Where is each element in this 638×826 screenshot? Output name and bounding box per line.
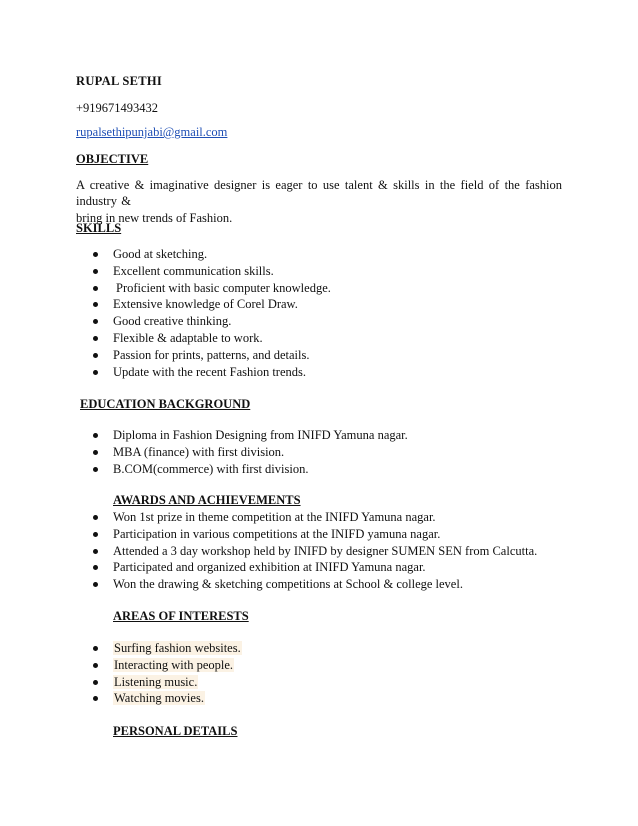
list-item: Interacting with people.	[113, 657, 242, 674]
list-item: Flexible & adaptable to work.	[113, 330, 331, 347]
bullet-icon	[93, 467, 98, 472]
list-item: Participated and organized exhibition at INIFD Yamuna nagar.	[113, 559, 537, 576]
bullet-icon	[93, 433, 98, 438]
bullet-icon	[93, 336, 98, 341]
bullet-icon	[93, 269, 98, 274]
bullet-icon	[93, 532, 98, 537]
skills-list	[113, 246, 331, 380]
bullet-icon	[93, 302, 98, 307]
bullet-icon	[93, 663, 98, 668]
list-item: Update with the recent Fashion trends.	[113, 364, 331, 381]
list-item: Extensive knowledge of Corel Draw.	[113, 296, 331, 313]
awards-heading: AWARDS AND ACHIEVEMENTS	[113, 493, 301, 507]
skills-heading: SKILLS	[76, 221, 122, 235]
bullet-icon	[93, 450, 98, 455]
bullet-icon	[93, 646, 98, 651]
list-item: Attended a 3 day workshop held by INIFD by designer SUMEN SEN from Calcutta.	[113, 543, 537, 560]
list-item: Diploma in Fashion Designing from INIFD Yamuna nagar.	[113, 427, 408, 444]
list-item: Won the drawing & sketching competitions at School & college level.	[113, 576, 537, 593]
objective-line-1: A creative & imaginative designer is eager to use talent & skills in the field of the fashion industry &	[76, 178, 562, 208]
bullet-icon	[93, 549, 98, 554]
list-item: Passion for prints, patterns, and details.	[113, 347, 331, 364]
email-link[interactable]: rupalsethipunjabi@gmail.com	[76, 125, 228, 139]
list-item: Good at sketching.	[113, 246, 331, 263]
bullet-icon	[93, 680, 98, 685]
list-item: Won 1st prize in theme competition at the INIFD Yamuna nagar.	[113, 509, 537, 526]
list-item: Participation in various competitions at the INIFD yamuna nagar.	[113, 526, 537, 543]
interests-list	[113, 640, 242, 707]
objective-text	[76, 177, 562, 226]
bullet-icon	[93, 565, 98, 570]
phone-number: +919671493432	[76, 101, 159, 115]
objective-line-2: bring in new trends of Fashion.	[76, 211, 233, 225]
bullet-icon	[93, 515, 98, 520]
bullet-icon	[93, 319, 98, 324]
list-item: Listening music.	[113, 674, 242, 691]
bullet-icon	[93, 582, 98, 587]
list-item: Watching movies.	[113, 690, 242, 707]
interests-heading: AREAS OF INTERESTS	[113, 609, 249, 623]
personal-details-heading: PERSONAL DETAILS	[113, 724, 238, 738]
list-item: Proficient with basic computer knowledge.	[113, 280, 331, 297]
list-item: B.COM(commerce) with first division.	[113, 461, 408, 478]
bullet-icon	[93, 286, 98, 291]
bullet-icon	[93, 696, 98, 701]
education-heading: EDUCATION BACKGROUND	[80, 397, 251, 411]
list-item: Good creative thinking.	[113, 313, 331, 330]
bullet-icon	[93, 370, 98, 375]
candidate-name: RUPAL SETHI	[76, 74, 163, 88]
bullet-icon	[93, 353, 98, 358]
bullet-icon	[93, 252, 98, 257]
list-item: Excellent communication skills.	[113, 263, 331, 280]
list-item: MBA (finance) with first division.	[113, 444, 408, 461]
list-item: Surfing fashion websites.	[113, 640, 242, 657]
awards-list	[113, 509, 537, 593]
education-list	[113, 427, 408, 477]
objective-heading: OBJECTIVE	[76, 152, 149, 166]
